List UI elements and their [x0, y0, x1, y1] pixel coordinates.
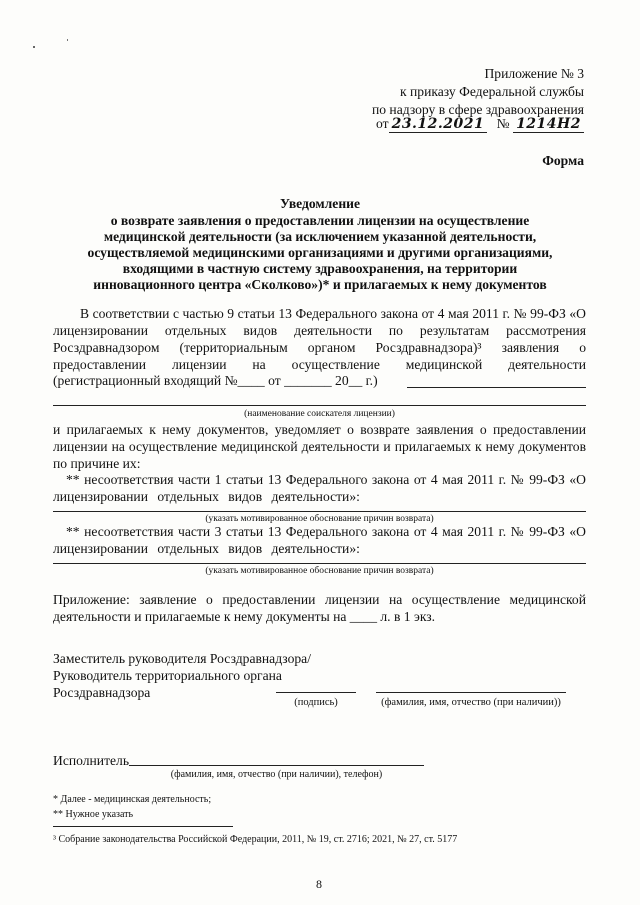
reason2-line: ** несоответствия части 3 статьи 13 Федерального закона от 4 мая 2011 г. № 99-ФЗ «О — [66, 524, 586, 539]
number-prefix: № — [496, 116, 510, 131]
scan-speck — [67, 39, 68, 41]
executor-label: Исполнитель — [53, 753, 130, 768]
signer-title: Заместитель руководителя Росздравнадзора/ — [53, 651, 311, 666]
signer-title: Руководитель территориального органа — [53, 668, 282, 683]
title-line: о возврате заявления о предоставлении лицензии на осуществление — [110, 213, 530, 228]
page-number: 8 — [316, 877, 322, 891]
signer-name-line — [376, 692, 566, 693]
paragraph-line: лицензировании отдельных видов деятельности по результатам рассмотрения — [53, 323, 586, 338]
reason1-line: ** несоответствия части 1 статьи 13 Федерального закона от 4 мая 2011 г. № 99-ФЗ «О — [66, 472, 586, 487]
attachment-line: Приложение: заявление о предоставлении лицензии на осуществление медицинской — [53, 592, 586, 607]
paragraph-line: (регистрационный входящий №____ от _______ 20__ г.) — [53, 373, 378, 388]
handwritten-number: 1214Н2 — [513, 116, 584, 133]
caption-reason2: (указать мотивированное обоснование причин возврата) — [205, 566, 434, 576]
registration-blank-line — [407, 387, 586, 388]
paragraph-line: лицензии на осуществление медицинской деятельности и прилагаемых к нему документов — [53, 439, 586, 454]
header-date-number — [376, 116, 584, 132]
footnote-separator — [53, 826, 233, 827]
attachment-line: деятельности и прилагаемые к нему документы на ____ л. в 1 экз. — [53, 609, 436, 624]
paragraph-line: предоставлении лицензии на осуществление медицинской деятельности — [53, 357, 586, 372]
paragraph-line: Росздравнадзором (территориальным органом Росздравнадзора)³ заявления о — [53, 340, 586, 355]
header-appendix: Приложение № 3 — [484, 66, 584, 81]
header-service: по надзору в сфере здравоохранения — [371, 102, 584, 117]
handwritten-date: 23.12.2021 — [389, 116, 488, 133]
caption-signature: (подпись) — [294, 697, 338, 708]
date-prefix: от — [376, 116, 389, 131]
paragraph-line: по причине их: — [53, 456, 141, 471]
executor-line — [129, 765, 424, 766]
title-line: инновационного центра «Сколково»)* и прилагаемых к нему документов — [93, 277, 547, 292]
scan-speck — [33, 46, 35, 48]
reason1-line: лицензировании отдельных видов деятельности»: — [53, 489, 360, 504]
caption-executor: (фамилия, имя, отчество (при наличии), телефон) — [170, 769, 383, 780]
signature-line — [276, 692, 356, 693]
signer-title: Росздравнадзора — [53, 685, 151, 700]
applicant-name-line — [53, 405, 586, 406]
caption-applicant-name: (наименование соискателя лицензии) — [244, 409, 395, 419]
note-double-asterisk: ** Нужное указать — [53, 809, 134, 820]
paragraph-line: В соответствии с частью 9 статьи 13 Федерального закона от 4 мая 2011 г. № 99-ФЗ «О — [80, 306, 586, 321]
form-label: Форма — [542, 153, 584, 168]
title-line: входящими в частную систему здравоохранения, на территории — [122, 261, 518, 276]
header-order: к приказу Федеральной службы — [400, 84, 584, 99]
reason2-blank-line — [53, 563, 586, 564]
title-line: осуществляемой медицинскими организациями и другими организациями, — [87, 245, 553, 260]
caption-reason1: (указать мотивированное обоснование причин возврата) — [205, 514, 434, 524]
title-line: медицинской деятельности (за исключением указанной деятельности, — [103, 229, 537, 244]
caption-signer-name: (фамилия, имя, отчество (при наличии)) — [381, 697, 561, 708]
reason1-blank-line — [53, 511, 586, 512]
document-title: Уведомление — [279, 196, 361, 211]
reason2-line: лицензировании отдельных видов деятельности»: — [53, 541, 360, 556]
note-asterisk: * Далее - медицинская деятельность; — [53, 794, 212, 805]
footnote: ³ Собрание законодательства Российской Федерации, 2011, № 19, ст. 2716; 2021, № 27, ст. 5177 — [53, 834, 458, 845]
paragraph-line: и прилагаемых к нему документов, уведомляет о возврате заявления о предоставлении — [53, 422, 586, 437]
